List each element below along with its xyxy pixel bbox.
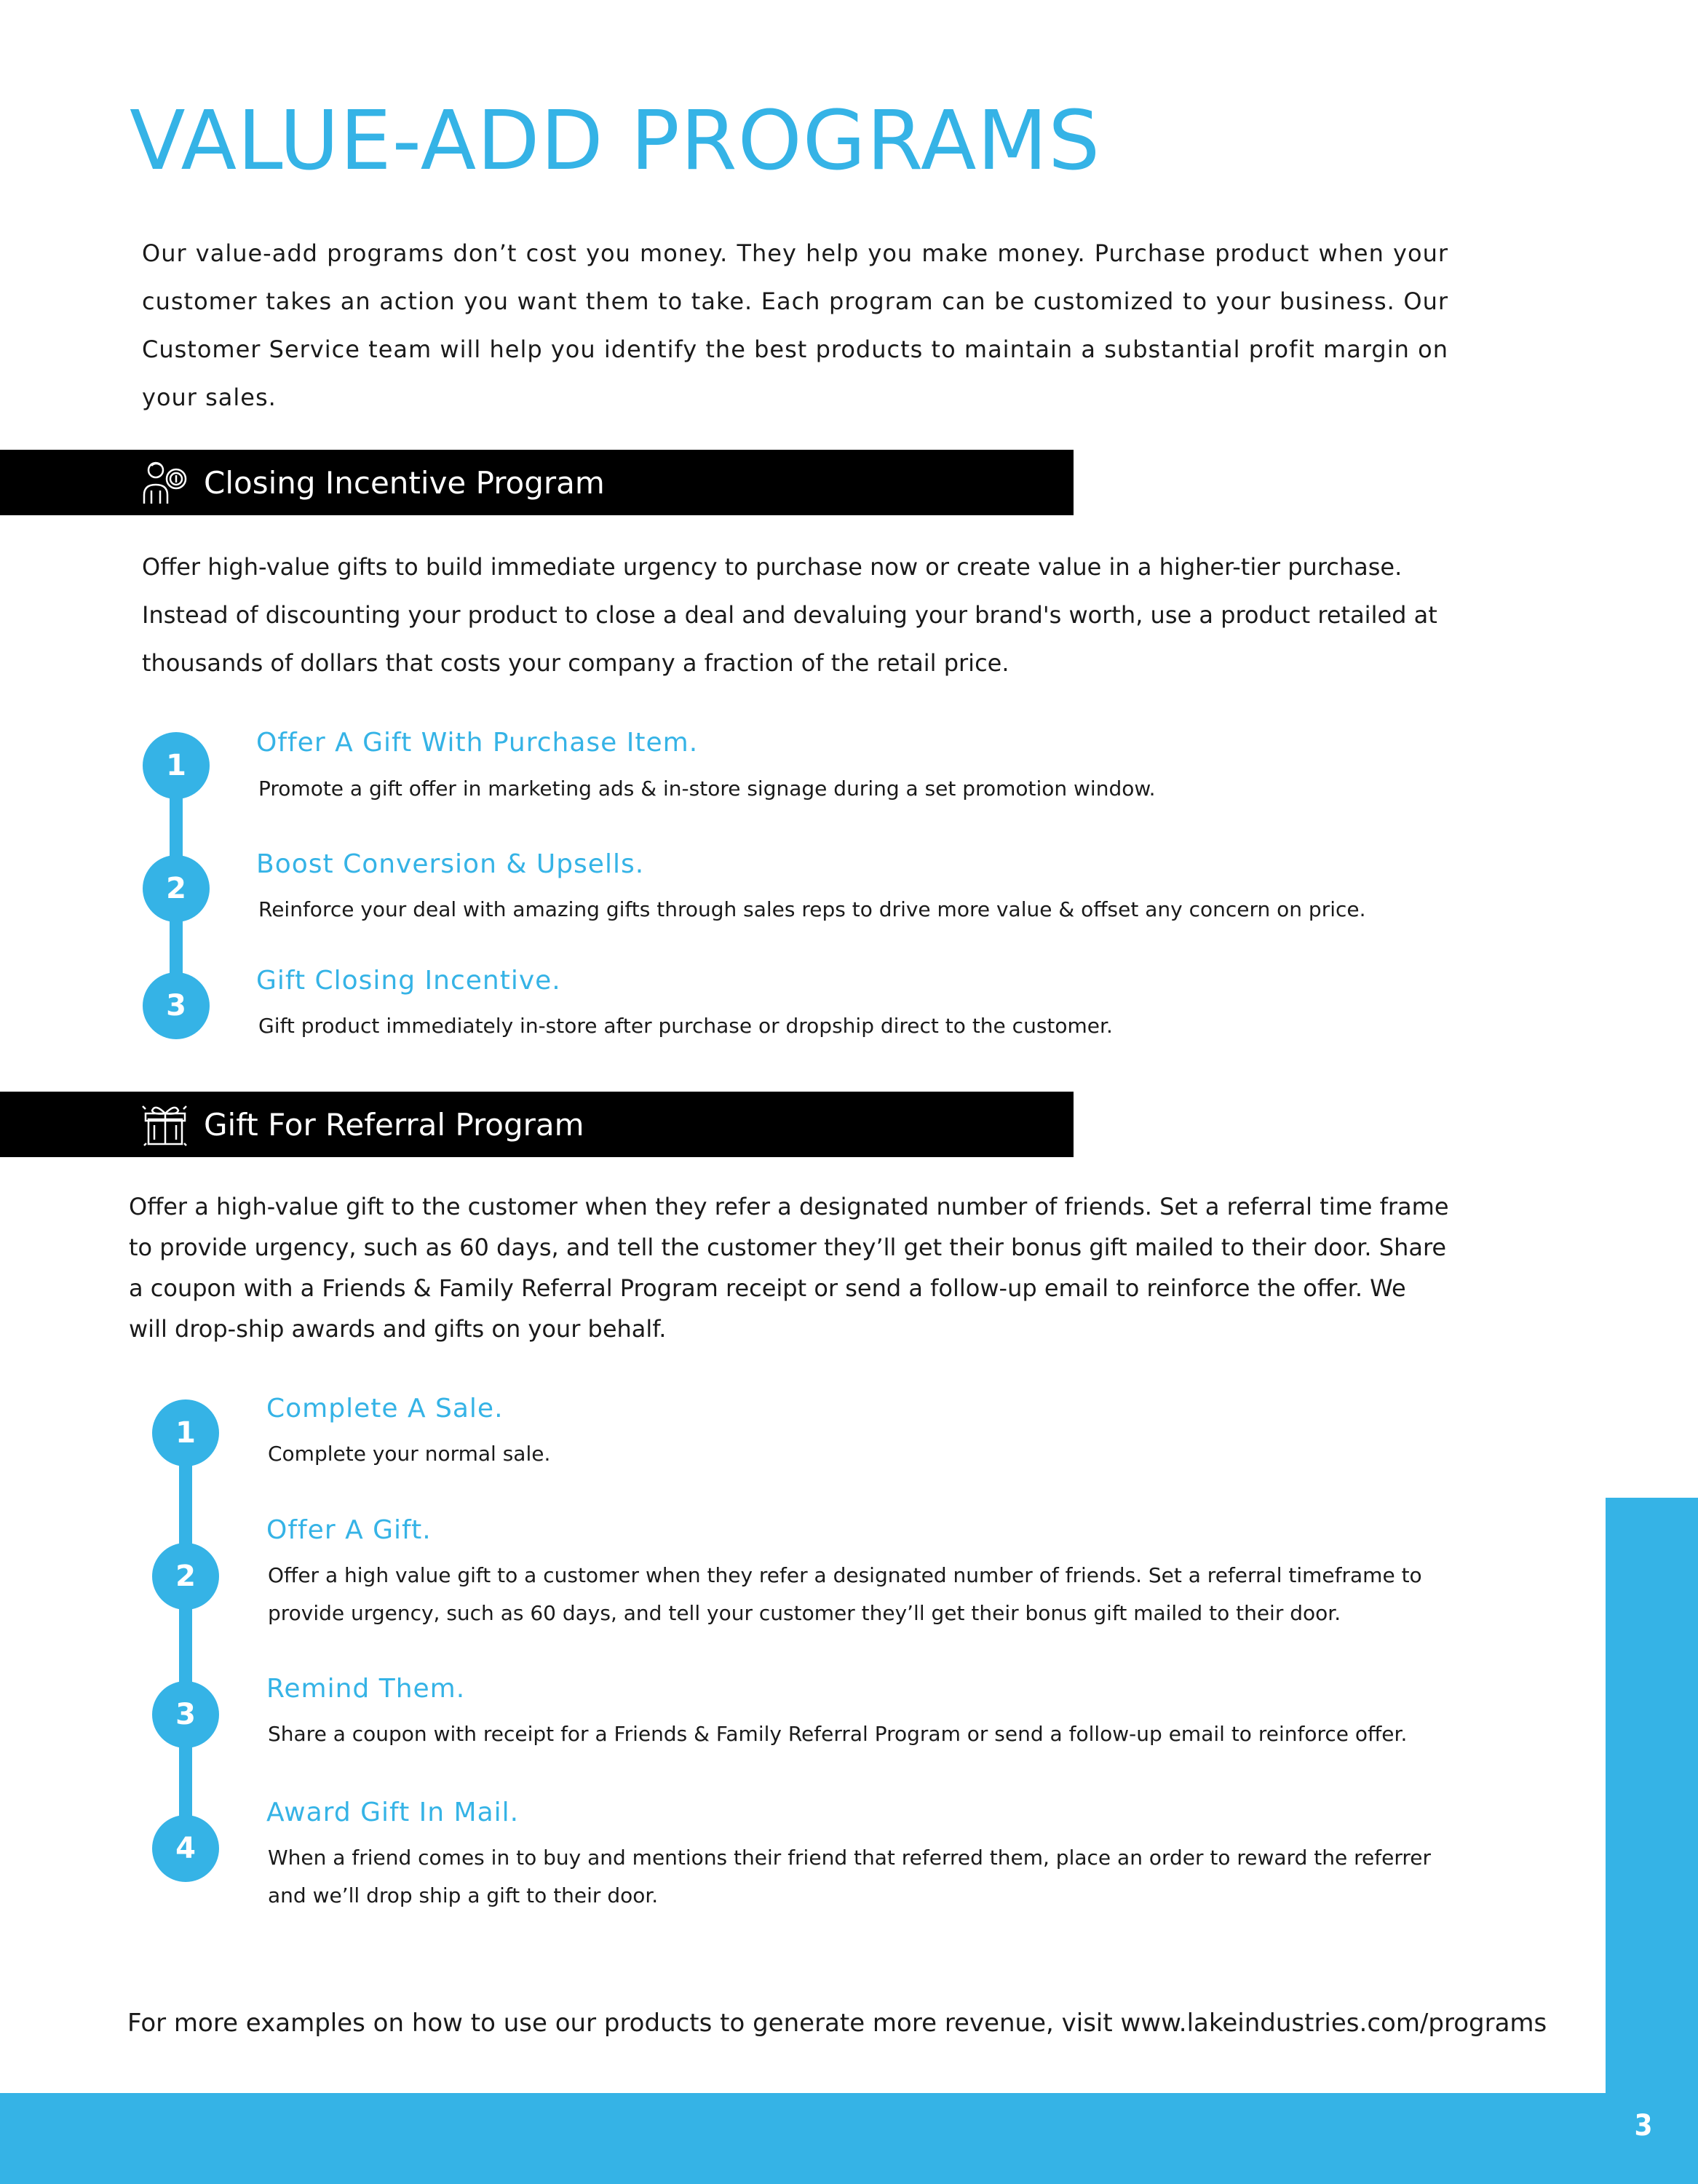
closing-incentive-description: Offer high-value gifts to build immediate urgency to purchase now or create value in a higher-tier purchase. Instead of discounting your product to close a deal and devaluing your brand's worth, use a product retailed at thousands of dollars that costs your company a fraction of the retail price.: [142, 553, 1437, 677]
closing-step-1-badge: 1: [143, 732, 210, 799]
referral-step-3-badge: 3: [152, 1681, 219, 1748]
referral-program-title: Gift For Referral Program: [204, 1106, 584, 1143]
referral-step-2-badge: 2: [152, 1543, 219, 1610]
referral-step-4-text: When a friend comes in to buy and mentions their friend that referred them, place an order to reward the referrer and we’ll drop ship a gift to their door.: [268, 1846, 1431, 1907]
closing-step-3-badge: 3: [143, 972, 210, 1039]
referral-step-3-text: Share a coupon with receipt for a Friends & Family Referral Program or send a follow-up email to reinforce offer.: [268, 1722, 1408, 1746]
gift-box-icon: [140, 1099, 191, 1150]
referral-step-4-title: Award Gift In Mail.: [266, 1798, 520, 1827]
footer-note: For more examples on how to use our products to generate more revenue, visit www.lakeindustries.com/programs: [127, 2009, 1547, 2038]
closing-step-2-title: Boost Conversion & Upsells.: [256, 849, 645, 879]
bottom-accent-bar: [0, 2093, 1698, 2184]
referral-program-banner: [0, 1092, 1074, 1157]
referral-step-1-text: Complete your normal sale.: [268, 1442, 551, 1466]
closing-incentive-title: Closing Incentive Program: [204, 464, 605, 501]
page-number: 3: [1634, 2109, 1653, 2143]
referral-program-description: Offer a high-value gift to the customer when they refer a designated number of friends. Set a referral time frame to provide urgency, such as 60 days, and tell the customer they’ll get their bonus gift mailed to their door. Share a coupon with a Friends & Family Referral Program receipt or send a follow-up email to reinforce the offer. We will drop-ship awards and gifts on your behalf.: [129, 1193, 1449, 1343]
referral-step-2-title: Offer A Gift.: [266, 1515, 432, 1545]
closing-incentive-banner: [0, 450, 1074, 515]
referral-step-1-badge: 1: [152, 1399, 219, 1466]
referral-step-4-badge: 4: [152, 1815, 219, 1882]
closing-step-1-text: Promote a gift offer in marketing ads & in-store signage during a set promotion window.: [258, 777, 1156, 801]
person-coin-icon: [140, 457, 191, 508]
referral-step-3-title: Remind Them.: [266, 1674, 466, 1704]
page-title: VALUE-ADD PROGRAMS: [130, 94, 1101, 188]
closing-step-3-title: Gift Closing Incentive.: [256, 966, 561, 996]
referral-step-2-text: Offer a high value gift to a customer when they refer a designated number of friends. Set a referral timeframe to provide urgency, such as 60 days, and tell your customer they’ll get their bonus gift mailed to their door.: [268, 1563, 1422, 1625]
intro-paragraph: Our value-add programs don’t cost you money. They help you make money. Purchase product when your customer takes an action you want them to take. Each program can be customized to your business. Our Customer Service team will help you identify the best products to maintain a substantial profit margin on your sales.: [142, 239, 1448, 411]
referral-step-1-title: Complete A Sale.: [266, 1394, 504, 1423]
referral-timeline-line: [179, 1434, 192, 1849]
closing-step-2-badge: 2: [143, 855, 210, 922]
side-accent-bar: [1606, 1498, 1698, 2184]
closing-step-3-text: Gift product immediately in-store after purchase or dropship direct to the customer.: [258, 1014, 1113, 1038]
closing-step-2-text: Reinforce your deal with amazing gifts through sales reps to drive more value & offset any concern on price.: [258, 897, 1366, 921]
closing-step-1-title: Offer A Gift With Purchase Item.: [256, 728, 699, 758]
